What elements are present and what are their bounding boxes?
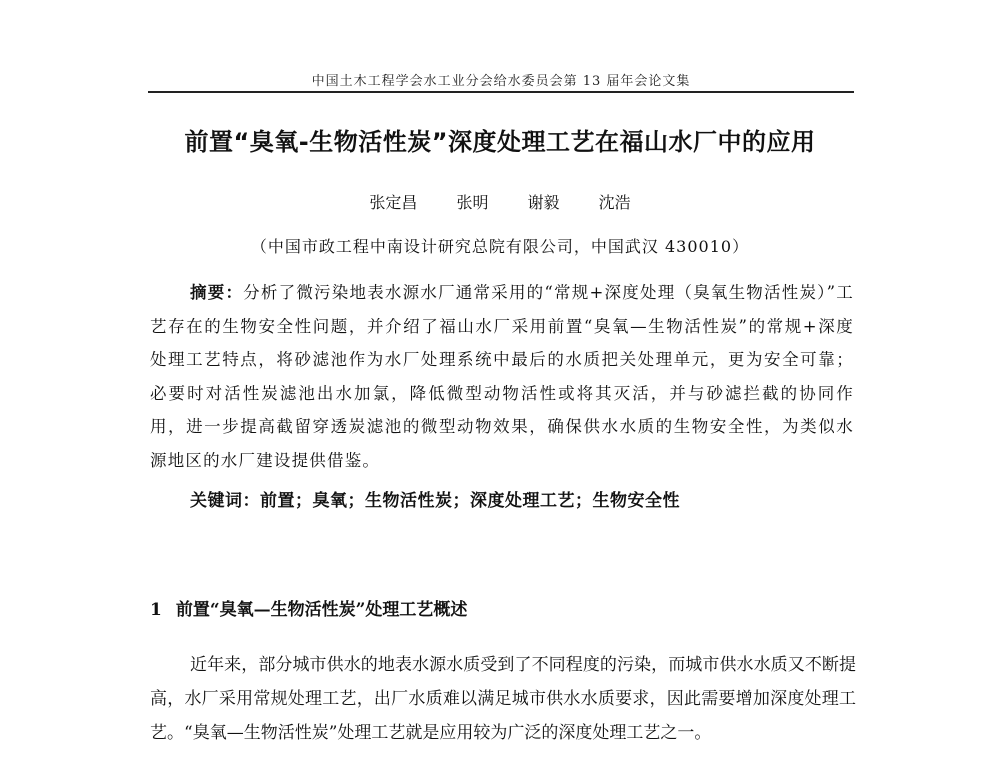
- author: 沈浩: [598, 193, 631, 212]
- author-list: [120, 190, 880, 213]
- paper-title: 前置“臭氧-生物活性炭”深度处理工艺在福山水厂中的应用: [184, 128, 816, 156]
- keywords-text: 前置；臭氧；生物活性炭；深度处理工艺；生物安全性: [260, 491, 680, 511]
- affiliation: （中国市政工程中南设计研究总院有限公司，中国武汉 430010）: [250, 237, 750, 256]
- section-heading: [150, 595, 850, 620]
- abstract-label: 摘要：: [190, 283, 244, 302]
- running-header: 中国土木工程学会水工业分会给水委员会第 13 届年会论文集: [311, 74, 691, 89]
- keywords: [190, 486, 870, 511]
- section-title: 前置“臭氧—生物活性炭”处理工艺概述: [175, 600, 468, 620]
- section-number: 1: [150, 600, 162, 620]
- abstract-text: 分析了微污染地表水源水厂通常采用的“常规+深度处理（臭氧生物活性炭）”工艺存在的生物安全性问题，并介绍了福山水厂采用前置“臭氧—生物活性炭”的常规+深度处理工艺特点，将砂滤池作为水厂处理系统中最后的水质把关处理单元，更为安全可靠；必要时对活性炭滤池出水加氯，降低微型动物活性或将其灭活，并与砂滤拦截的协同作用，进一步提高截留穿透炭滤池的微型动物效果，确保供水水质的生物安全性，为类似水源地区的水厂建设提供借鉴。: [150, 283, 854, 470]
- body-paragraph: 近年来，部分城市供水的地表水源水质受到了不同程度的污染，而城市供水水质又不断提高，水厂采用常规处理工艺，出厂水质难以满足城市供水水质要求，因此需要增加深度处理工艺。“臭氧—生物活性炭”处理工艺就是应用较为广泛的深度处理工艺之一。: [150, 655, 856, 743]
- header-rule: [148, 91, 854, 93]
- author: 张明: [456, 193, 489, 212]
- author: 谢毅: [527, 193, 560, 212]
- abstract: [150, 276, 854, 477]
- keywords-label: 关键词：: [190, 491, 260, 511]
- author: 张定昌: [369, 193, 418, 212]
